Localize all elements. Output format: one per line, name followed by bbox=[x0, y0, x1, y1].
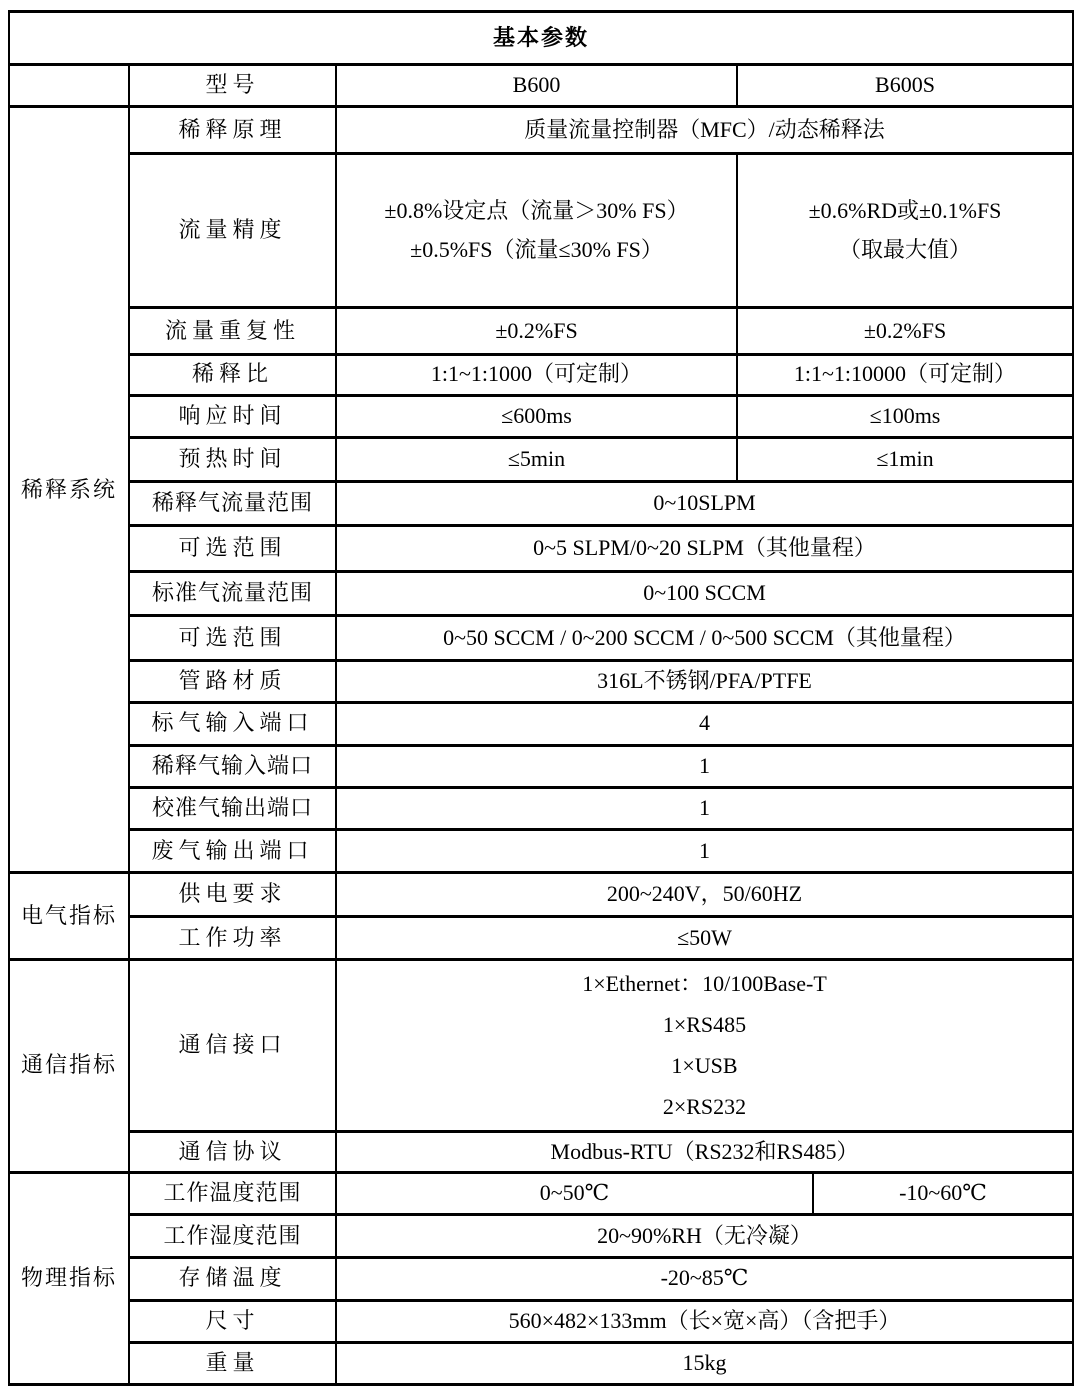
page-title: 基本参数 bbox=[9, 12, 1073, 65]
group-physical: 物理指标 bbox=[9, 1172, 129, 1384]
value-model-b600s: B600S bbox=[737, 64, 1073, 107]
label-warmup-time: 预热时间 bbox=[129, 438, 336, 482]
weight-row bbox=[9, 1343, 1073, 1385]
label-power-supply: 供电要求 bbox=[129, 873, 336, 917]
comm-interface-row bbox=[9, 959, 1073, 1132]
label-working-power: 工作功率 bbox=[129, 917, 336, 960]
label-optional-range-slpm: 可选范围 bbox=[129, 526, 336, 572]
dilution-ratio-row bbox=[9, 354, 1073, 395]
value-optional-range-slpm: 0~5 SLPM/0~20 SLPM（其他量程） bbox=[336, 526, 1073, 572]
flow-repeatability-row bbox=[9, 308, 1073, 355]
title-row bbox=[9, 12, 1073, 65]
value-working-temp-b600: 0~50℃ bbox=[336, 1172, 813, 1215]
warmup-time-row bbox=[9, 438, 1073, 482]
value-working-power: ≤50W bbox=[336, 917, 1073, 960]
spec-table bbox=[8, 10, 1074, 1386]
flow-accuracy-b600-line2: ±0.5%FS（流量≤30% FS） bbox=[410, 236, 663, 262]
label-flow-repeatability: 流量重复性 bbox=[129, 308, 336, 355]
value-dilution-gas-input-ports: 1 bbox=[336, 745, 1073, 788]
label-exhaust-gas-output-ports: 废气输出端口 bbox=[129, 829, 336, 873]
flow-accuracy-b600-line1: ±0.8%设定点（流量＞30% FS） bbox=[384, 198, 689, 224]
value-calibration-gas-output-ports: 1 bbox=[336, 788, 1073, 830]
comm-interface-line-rs232: 2×RS232 bbox=[662, 1093, 747, 1119]
label-standard-gas-input-ports: 标气输入端口 bbox=[129, 702, 336, 745]
label-storage-temp: 存储温度 bbox=[129, 1257, 336, 1300]
working-humidity-row bbox=[9, 1215, 1073, 1258]
value-response-time-b600: ≤600ms bbox=[336, 395, 737, 438]
value-standard-gas-flow-range: 0~100 SCCM bbox=[336, 572, 1073, 616]
value-comm-protocol: Modbus-RTU（RS232和RS485） bbox=[336, 1132, 1073, 1173]
label-dilution-ratio: 稀释比 bbox=[129, 354, 336, 395]
label-optional-range-sccm: 可选范围 bbox=[129, 615, 336, 661]
label-model: 型号 bbox=[129, 64, 336, 107]
value-model-b600: B600 bbox=[336, 64, 737, 107]
label-working-humidity: 工作湿度范围 bbox=[129, 1215, 336, 1258]
comm-interface-line-usb: 1×USB bbox=[671, 1052, 738, 1078]
flow-accuracy-b600s-line2: （取最大值） bbox=[838, 236, 971, 262]
value-flow-repeatability-b600s: ±0.2%FS bbox=[737, 308, 1073, 355]
label-pipeline-material: 管路材质 bbox=[129, 661, 336, 703]
comm-interface-line-rs485: 1×RS485 bbox=[662, 1011, 747, 1037]
label-response-time: 响应时间 bbox=[129, 395, 336, 438]
value-exhaust-gas-output-ports: 1 bbox=[336, 829, 1073, 873]
group-electrical: 电气指标 bbox=[9, 873, 129, 959]
label-weight: 重量 bbox=[129, 1343, 336, 1385]
value-comm-interface bbox=[336, 959, 1073, 1132]
dilution-gas-input-ports-row bbox=[9, 745, 1073, 788]
response-time-row bbox=[9, 395, 1073, 438]
power-supply-row bbox=[9, 873, 1073, 917]
value-storage-temp: -20~85℃ bbox=[336, 1257, 1073, 1300]
dimensions-row bbox=[9, 1300, 1073, 1343]
standard-gas-input-ports-row bbox=[9, 702, 1073, 745]
flow-accuracy-b600s-lines bbox=[742, 192, 1068, 269]
value-warmup-time-b600: ≤5min bbox=[336, 438, 737, 482]
label-dilution-gas-input-ports: 稀释气输入端口 bbox=[129, 745, 336, 788]
label-dimensions: 尺寸 bbox=[129, 1300, 336, 1343]
value-flow-accuracy-b600 bbox=[336, 154, 737, 308]
value-pipeline-material: 316L不锈钢/PFA/PTFE bbox=[336, 661, 1073, 703]
value-dilution-ratio-b600s: 1:1~1:10000（可定制） bbox=[737, 354, 1073, 395]
comm-interface-line-ethernet: 1×Ethernet：10/100Base-T bbox=[582, 970, 827, 996]
label-principle: 稀释原理 bbox=[129, 107, 336, 154]
value-response-time-b600s: ≤100ms bbox=[737, 395, 1073, 438]
exhaust-gas-output-ports-row bbox=[9, 829, 1073, 873]
label-dilution-gas-flow-range: 稀释气流量范围 bbox=[129, 481, 336, 526]
principle-row bbox=[9, 107, 1073, 154]
storage-temp-row bbox=[9, 1257, 1073, 1300]
value-dimensions: 560×482×133mm（长×宽×高）（含把手） bbox=[336, 1300, 1073, 1343]
model-row bbox=[9, 64, 1073, 107]
label-flow-accuracy: 流量精度 bbox=[129, 154, 336, 308]
optional-range-slpm-row bbox=[9, 526, 1073, 572]
value-dilution-gas-flow-range: 0~10SLPM bbox=[336, 481, 1073, 526]
label-comm-interface: 通信接口 bbox=[129, 959, 336, 1132]
optional-range-sccm-row bbox=[9, 615, 1073, 661]
pipeline-material-row bbox=[9, 661, 1073, 703]
calibration-gas-output-ports-row bbox=[9, 788, 1073, 830]
value-warmup-time-b600s: ≤1min bbox=[737, 438, 1073, 482]
label-working-temp: 工作温度范围 bbox=[129, 1172, 336, 1215]
value-optional-range-sccm: 0~50 SCCM / 0~200 SCCM / 0~500 SCCM（其他量程） bbox=[336, 615, 1073, 661]
flow-accuracy-b600-lines bbox=[341, 192, 732, 269]
value-flow-accuracy-b600s bbox=[737, 154, 1073, 308]
value-power-supply: 200~240V，50/60HZ bbox=[336, 873, 1073, 917]
value-flow-repeatability-b600: ±0.2%FS bbox=[336, 308, 737, 355]
value-principle: 质量流量控制器（MFC）/动态稀释法 bbox=[336, 107, 1073, 154]
flow-accuracy-row bbox=[9, 154, 1073, 308]
group-dilution-system: 稀释系统 bbox=[9, 107, 129, 873]
flow-accuracy-b600s-line1: ±0.6%RD或±0.1%FS bbox=[808, 198, 1002, 224]
empty-corner-cell bbox=[9, 64, 129, 107]
working-power-row bbox=[9, 917, 1073, 960]
standard-gas-flow-range-row bbox=[9, 572, 1073, 616]
label-calibration-gas-output-ports: 校准气输出端口 bbox=[129, 788, 336, 830]
value-weight: 15kg bbox=[336, 1343, 1073, 1385]
value-working-temp-b600s: -10~60℃ bbox=[813, 1172, 1073, 1215]
dilution-gas-flow-range-row bbox=[9, 481, 1073, 526]
comm-protocol-row bbox=[9, 1132, 1073, 1173]
label-comm-protocol: 通信协议 bbox=[129, 1132, 336, 1173]
value-working-humidity: 20~90%RH（无冷凝） bbox=[336, 1215, 1073, 1258]
value-dilution-ratio-b600: 1:1~1:1000（可定制） bbox=[336, 354, 737, 395]
comm-interface-lines bbox=[341, 963, 1068, 1127]
working-temp-row bbox=[9, 1172, 1073, 1215]
label-standard-gas-flow-range: 标准气流量范围 bbox=[129, 572, 336, 616]
group-communication: 通信指标 bbox=[9, 959, 129, 1172]
value-standard-gas-input-ports: 4 bbox=[336, 702, 1073, 745]
